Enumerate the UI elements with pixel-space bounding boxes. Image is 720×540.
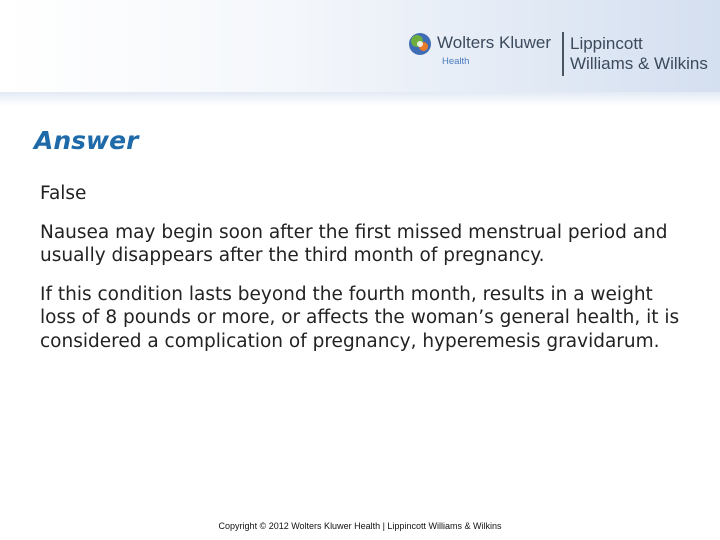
partner-line-2: Williams & Wilkins [570, 54, 708, 73]
copyright-footer: Copyright © 2012 Wolters Kluwer Health | Lippincott Williams & Wilkins [218, 521, 502, 531]
header-fade [0, 92, 720, 106]
partner-line-1: Lippincott [570, 34, 643, 53]
wk-globe-icon [408, 32, 432, 56]
explanation-paragraph-2: If this condition lasts beyond the fourth month, results in a weight loss of 8 pounds or more, or affects the woman’s general health, it is considered a complication of pregnancy, hyperemesis gravidarum. [40, 283, 680, 352]
answer-text: False [40, 183, 87, 204]
partner-name [570, 34, 720, 74]
brand-name: Wolters Kluwer [437, 33, 551, 52]
slide-title: Answer [34, 126, 139, 155]
logo-divider [562, 32, 564, 76]
explanation-paragraph-1: Nausea may begin soon after the first missed menstrual period and usually disappears after the third month of pregnancy. [40, 221, 668, 266]
brand-sub: Health [442, 56, 470, 67]
slide-body [40, 182, 690, 368]
